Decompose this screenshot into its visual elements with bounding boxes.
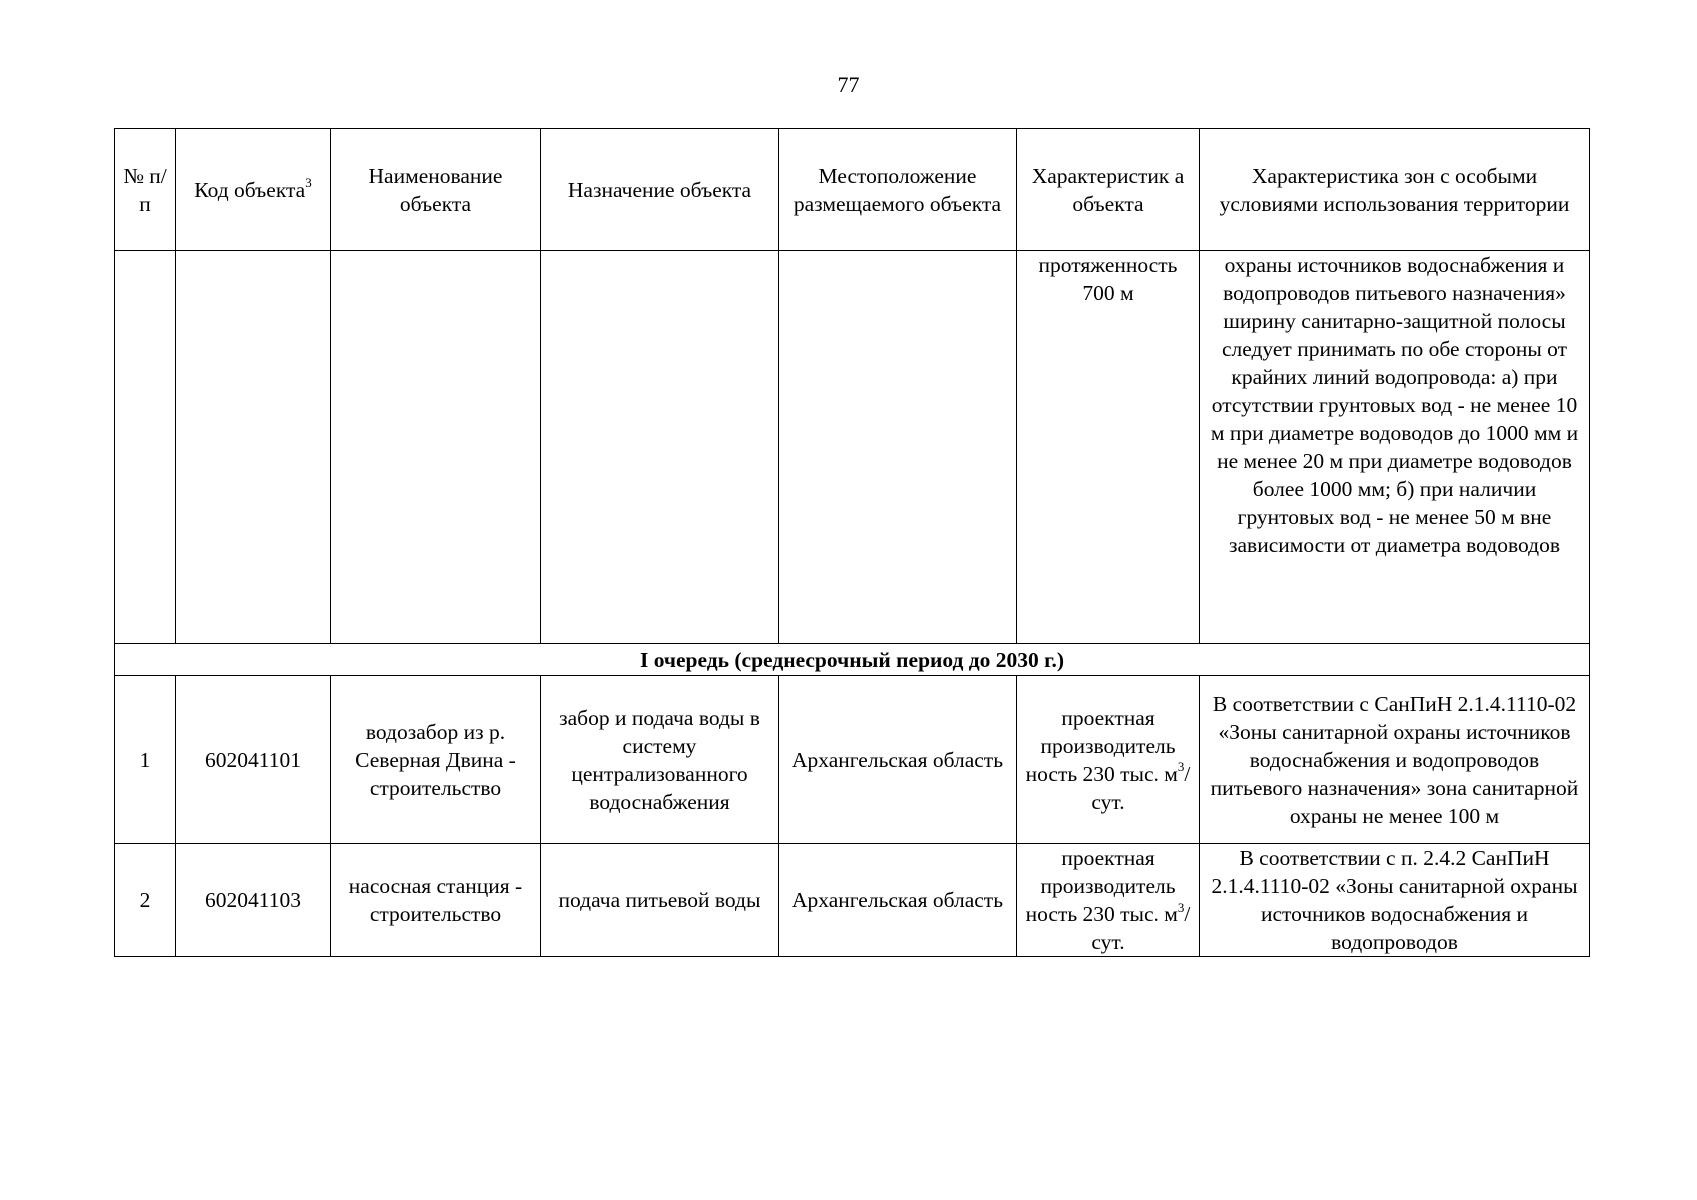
cell-code: 602041101 xyxy=(176,676,331,844)
cell-num: 2 xyxy=(115,844,176,957)
characteristic-text: проектная производитель ность 230 тыс. м xyxy=(1025,846,1178,926)
section-row xyxy=(115,644,1590,676)
header-characteristic: Характеристик а объекта xyxy=(1017,129,1200,251)
cell-num: 1 xyxy=(115,676,176,844)
section-title: I очередь (среднесрочный период до 2030 г.) xyxy=(115,644,1590,676)
cell-empty xyxy=(541,251,779,644)
cell-name: водозабор из р. Северная Двина - строительство xyxy=(331,676,541,844)
cell-characteristic xyxy=(1017,844,1200,957)
table-header-row xyxy=(115,129,1590,251)
page-number: 77 xyxy=(837,72,860,97)
header-code xyxy=(176,129,331,251)
objects-table xyxy=(114,128,1590,957)
characteristic-text: проектная производитель ность 230 тыс. м xyxy=(1025,705,1178,786)
header-zones: Характеристика зон с особыми условиями использования территории xyxy=(1200,129,1590,251)
cell-location: Архангельская область xyxy=(779,676,1017,844)
cell-empty xyxy=(176,251,331,644)
cell-empty xyxy=(115,251,176,644)
characteristic-unit: /сут. xyxy=(1091,902,1191,954)
header-code-text: Код объекта xyxy=(194,177,306,202)
cell-zones: охраны источников водоснабжения и водопроводов питьевого назначения» ширину санитарно-защитной полосы следует принимать по обе стороны от крайних линий водопровода: а) при отсутствии грунтовых вод - не менее 10 м при диаметре водоводов до 1000 мм и не менее 20 м при диаметре водоводов более 1000 мм; б) при наличии грунтовых вод - не менее 50 м вне зависимости от диаметра водоводов xyxy=(1200,251,1590,644)
header-num: № п/п xyxy=(115,129,176,251)
header-location: Местоположение размещаемого объекта xyxy=(779,129,1017,251)
footnote-mark: 3 xyxy=(305,175,312,191)
cell-purpose: подача питьевой воды xyxy=(541,844,779,957)
table-row xyxy=(115,676,1590,844)
header-purpose: Назначение объекта xyxy=(541,129,779,251)
superscript: 3 xyxy=(1177,899,1185,915)
table-row xyxy=(115,844,1590,957)
cell-zones: В соответствии с п. 2.4.2 СанПиН 2.1.4.1110-02 «Зоны санитарной охраны источников водоснабжения и водопроводов xyxy=(1200,844,1590,957)
cell-location: Архангельская область xyxy=(779,844,1017,957)
table-row-continuation xyxy=(115,251,1590,644)
cell-empty xyxy=(779,251,1017,644)
cell-characteristic xyxy=(1017,676,1200,844)
cell-zones: В соответствии с СанПиН 2.1.4.1110-02 «Зоны санитарной охраны источников водоснабжения и водопроводов питьевого назначения» зона санитарной охраны не менее 100 м xyxy=(1200,676,1590,844)
cell-empty xyxy=(331,251,541,644)
cell-code: 602041103 xyxy=(176,844,331,957)
cell-characteristic: протяженность 700 м xyxy=(1017,251,1200,644)
cell-purpose: забор и подача воды в систему централизованного водоснабжения xyxy=(541,676,779,844)
cell-name: насосная станция - строительство xyxy=(331,844,541,957)
superscript: 3 xyxy=(1177,759,1185,775)
characteristic-unit: /сут. xyxy=(1091,761,1191,814)
header-name: Наименование объекта xyxy=(331,129,541,251)
